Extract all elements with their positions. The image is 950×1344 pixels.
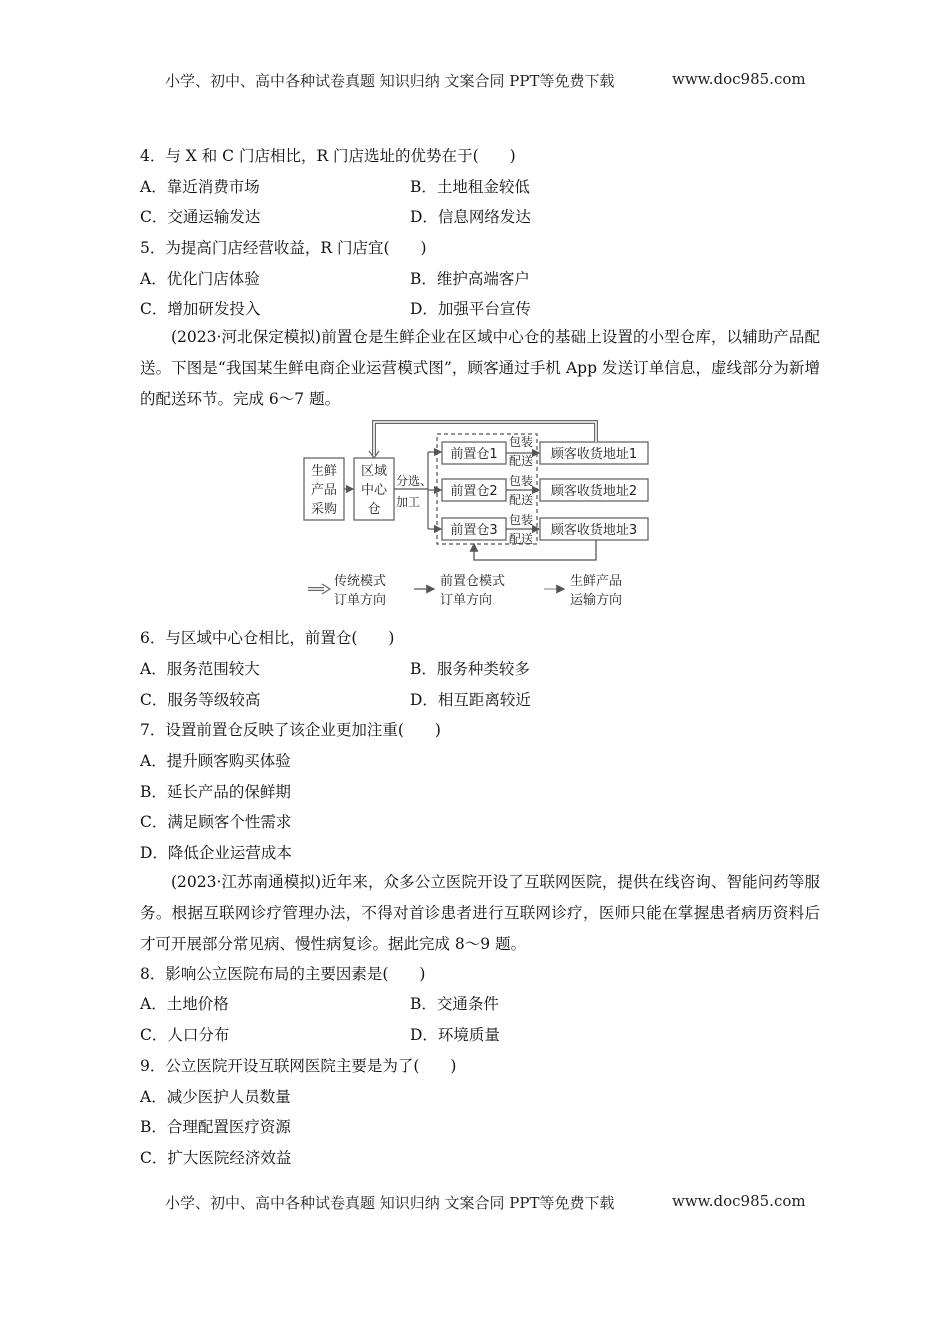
q6-option-c: C．服务等级较高: [140, 691, 261, 709]
warehouse-1-label: 前置仓1: [450, 447, 498, 462]
q5-stem: 5．为提高门店经营收益，R 门店宜( ): [140, 239, 427, 257]
purchase-line-2: 产品: [310, 483, 338, 498]
q7-option-c: C．满足顾客个性需求: [140, 813, 292, 831]
footer-left-text: 小学、初中、高中各种试卷真题 知识归纳 文案合同 PPT等免费下载: [165, 1194, 615, 1212]
q5-option-a: A．优化门店体验: [140, 270, 260, 288]
q9-option-a: A．减少医护人员数量: [140, 1088, 291, 1106]
purchase-line-1: 生鲜: [310, 464, 338, 479]
footer-url: www.doc985.com: [672, 1192, 806, 1210]
header-url: www.doc985.com: [672, 70, 806, 88]
center-line-2: 中心: [360, 483, 388, 498]
warehouse-3-label: 前置仓3: [450, 523, 498, 538]
q8-option-b: B．交通条件: [410, 995, 499, 1013]
legend-transport-1: 生鲜产品: [570, 574, 623, 589]
front-order-return: [474, 540, 596, 560]
q7-option-d: D．降低企业运营成本: [140, 844, 292, 862]
customer-1-label: 顾客收货地址1: [550, 447, 638, 462]
process-line-2: 加工: [396, 495, 421, 509]
q4-stem: 4．与 X 和 C 门店相比，R 门店选址的优势在于( ): [140, 147, 516, 165]
q7-option-a: A．提升顾客购买体验: [140, 752, 291, 770]
legend-traditional-1: 传统模式: [334, 574, 387, 589]
header-left-text: 小学、初中、高中各种试卷真题 知识归纳 文案合同 PPT等免费下载: [165, 72, 615, 90]
q4-option-a: A．靠近消费市场: [140, 178, 260, 196]
q9-option-b: B．合理配置医疗资源: [140, 1118, 291, 1136]
warehouse-2-label: 前置仓2: [450, 484, 498, 499]
center-line-1: 区域: [360, 464, 388, 479]
pack-3a: 包装: [509, 513, 534, 527]
q8-option-c: C．人口分布: [140, 1026, 230, 1044]
q7-option-b: B．延长产品的保鲜期: [140, 783, 291, 801]
supply-chain-diagram: [300, 418, 680, 613]
pack-2b: 配送: [509, 493, 534, 507]
center-line-3: 仓: [367, 502, 381, 517]
pack-1b: 配送: [509, 454, 534, 468]
q6-option-d: D．相互距离较近: [410, 691, 531, 709]
q9-stem: 9．公立医院开设互联网医院主要是为了( ): [140, 1057, 457, 1075]
q7-stem: 7．设置前置仓反映了该企业更加注重( ): [140, 721, 441, 739]
pack-2a: 包装: [509, 474, 534, 488]
q8-option-d: D．环境质量: [410, 1026, 500, 1044]
passage-8-9: (2023·江苏南通模拟)近年来，众多公立医院开设了互联网医院，提供在线咨询、智能问药等服务。根据互联网诊疗管理办法，不得对首诊患者进行互联网诊疗，医师只能在掌握患者病历资料后才可开展部分常见病、慢性病复诊。据此完成 8～9 题。: [140, 873, 820, 953]
pack-1a: 包装: [509, 435, 534, 449]
q6-option-a: A．服务范围较大: [140, 660, 260, 678]
customer-2-label: 顾客收货地址2: [550, 484, 638, 499]
pack-3b: 配送: [509, 532, 534, 546]
q6-stem: 6．与区域中心仓相比，前置仓( ): [140, 629, 395, 647]
process-line-1: 分选、: [396, 474, 433, 488]
customer-3-label: 顾客收货地址3: [550, 523, 638, 538]
q5-option-c: C．增加研发投入: [140, 300, 261, 318]
q8-option-a: A．土地价格: [140, 995, 229, 1013]
q8-stem: 8．影响公立医院布局的主要因素是( ): [140, 965, 426, 983]
legend-front-1: 前置仓模式: [440, 574, 506, 589]
passage-6-7: (2023·河北保定模拟)前置仓是生鲜企业在区域中心仓的基础上设置的小型仓库，以辅助产品配送。下图是“我国某生鲜电商企业运营模式图”，顾客通过手机 App 发送订单信息，虚线部分为新增的配送环节。完成 6～7 题。: [140, 328, 820, 408]
legend-transport-2: 运输方向: [570, 593, 623, 608]
q5-option-d: D．加强平台宣传: [410, 300, 531, 318]
legend-traditional-2: 订单方向: [334, 593, 387, 608]
q5-option-b: B．维护高端客户: [410, 270, 530, 288]
q4-option-d: D．信息网络发达: [410, 208, 531, 226]
q4-option-b: B．土地租金较低: [410, 178, 530, 196]
purchase-line-3: 采购: [310, 502, 338, 517]
q6-option-b: B．服务种类较多: [410, 660, 530, 678]
q4-option-c: C．交通运输发达: [140, 208, 261, 226]
legend-front-2: 订单方向: [440, 593, 493, 608]
q9-option-c: C．扩大医院经济效益: [140, 1149, 292, 1167]
